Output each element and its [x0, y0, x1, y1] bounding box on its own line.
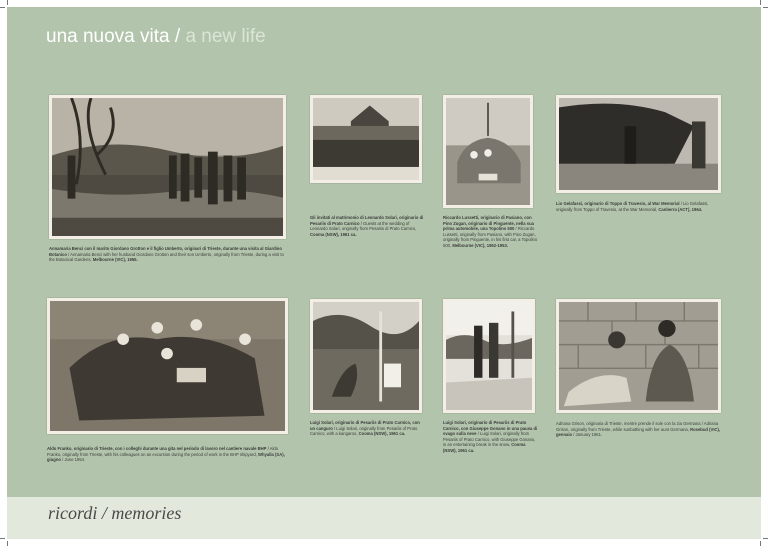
- photo-shipyard-excursion: [47, 298, 288, 434]
- crop-mark: [763, 7, 768, 8]
- caption-topolino-car: Riccardo Lussetti, originario di Pasiano, con Pino Zugan, originario di Pinguente, nella sua prima automobile, una Topolino 500 / Riccardo Lussetti, originally from Pasiano, with Pino Zugan, originally from Pinguente, in his first car, a Topolino 500, Melbourne (VIC), 1952-1953.: [443, 215, 538, 248]
- caption-snow-break: Luigi Solari, originario di Pesariis di Prato Carnico, con Giuseppe Gonano in una pausa di svago sulla neve / Luigi Solari, originally from Pesariis of Prato Carnico, with Giuseppe Gonano, in an entertaining break in the snow, Cooma (NSW), 1961 ca.: [443, 420, 538, 453]
- caption-sunbathing: Adriana Grison, originaria di Trieste, mentre prende il sole con la zia Germana / Adriana Grison, originally from Trieste, while sunbathing with her aunt Germana, Rosebud (VIC), gennaio / January 1961.: [556, 421, 721, 438]
- photo-snow-break: [443, 299, 535, 413]
- footer-title: ricordi / memories: [48, 503, 182, 523]
- crop-mark: [7, 0, 8, 5]
- page-title: una nuova vita / a new life: [46, 26, 266, 47]
- photo-botanical-gardens: [49, 95, 286, 239]
- crop-mark: [760, 541, 761, 546]
- crop-mark: [763, 538, 768, 539]
- caption-war-memorial: Lio Gelafassi, originario di Toppo di Travesio, al War Memorial / Lio Gelafassi, originally from Toppo of Travesio, at the War Memorial, Canberra (ACT), 1964.: [556, 201, 709, 212]
- crop-mark: [7, 541, 8, 546]
- photo-sunbathing: [556, 299, 721, 413]
- crop-mark: [0, 7, 5, 8]
- caption-kangaroo: Luigi Solari, originario di Pesariis di Prato Carnico, con un canguro / Luigi Solari, originally from Pesariis of Prato Carnico, with a kangaroo, Cooma (NSW), 1961 ca.: [310, 420, 420, 437]
- caption-botanical-gardens: Annamaria Benci con il marito Giordano Grotton e il figlio Umberto, originari di Trieste, durante una visita al Giardino Botanico / Annamaria Benci with her husband Giordano Grotton and their son Umberto, originally from Trieste, during a visit to the Botanical Gardens, Melbourne (VIC), 1955.: [49, 246, 284, 263]
- photo-topolino-car: [443, 95, 533, 208]
- photo-wedding-guests: [310, 95, 422, 183]
- photo-war-memorial: [556, 95, 721, 193]
- caption-shipyard-excursion: Aldo Franko, originario di Trieste, con i colleghi durante una gita nel periodo di lavoro nel cantiere navale BHP / Aldo Franko, originally from Trieste, with his colleagues on an excursion during the period of work in the BHP shipyard, Whyalla (SA), giugno / June 1954.: [47, 446, 285, 463]
- crop-mark: [760, 0, 761, 5]
- photo-kangaroo: [310, 299, 422, 413]
- caption-wedding-guests: Gli invitati al matrimonio di Leonardo Solari, originario di Pesariis di Prato Carnico / Guests at the wedding of Leonardo Solari, originally from Pesariis di Prato Carnico, Cooma (NSW), 1961 ca.: [310, 215, 424, 237]
- crop-mark: [0, 538, 5, 539]
